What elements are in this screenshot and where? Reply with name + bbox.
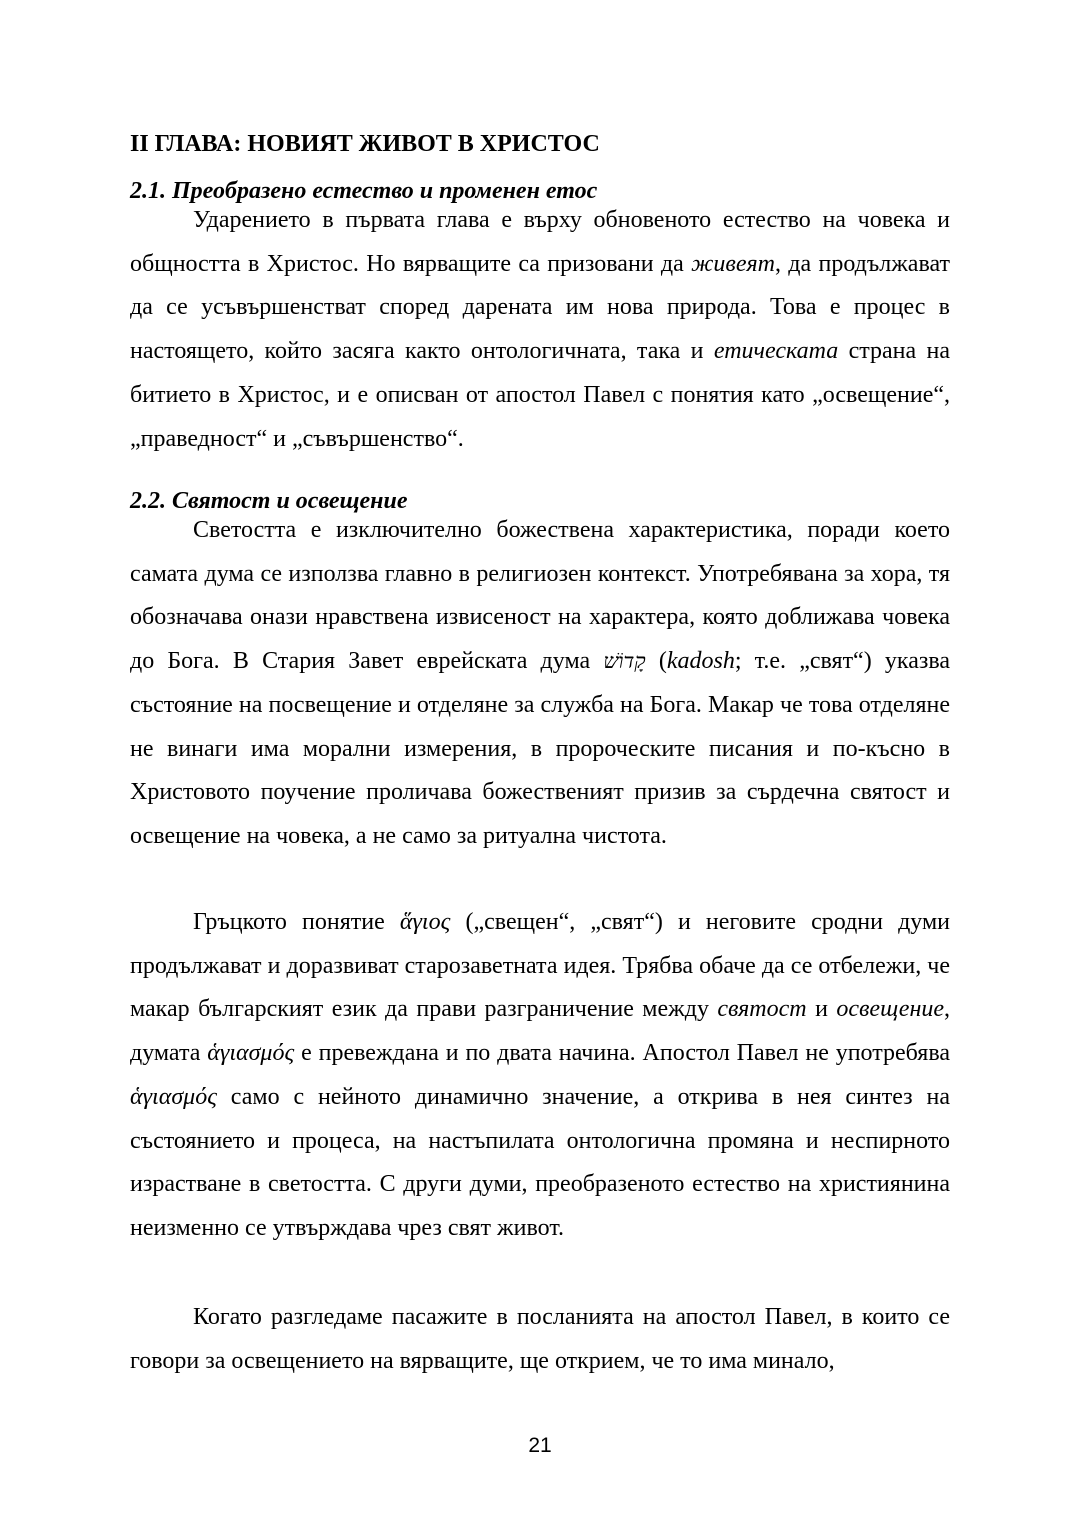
chapter-title: II ГЛАВА: НОВИЯТ ЖИВОТ В ХРИСТОС bbox=[130, 131, 600, 157]
paragraph bbox=[130, 509, 950, 859]
italic-term: kadosh bbox=[666, 648, 735, 675]
text-run: Светостта е изключително божествена характеристика, поради което самата дума се използва главно в религиозен контекст. Употребявана за хора, тя обозначава онази нравствена извисеност на характера, която доближава човека до Бога. В Стария Завет еврейската дума bbox=[130, 517, 950, 675]
text-run: Гръцкото понятие bbox=[193, 909, 400, 935]
italic-term: святост bbox=[717, 996, 807, 1023]
italic-term: етическата bbox=[713, 338, 839, 365]
paragraph bbox=[130, 199, 950, 461]
text-run: , да продължават да се усъвършенстват според дарената им нова природа. Това е процес в настоящето, който засяга както онтологичната, така и bbox=[130, 250, 950, 365]
paragraph bbox=[130, 1296, 950, 1383]
page-number: 21 bbox=[528, 1434, 552, 1457]
text-run: страна на битието в Христос, и е описван от апостол Павел с понятия като „освещение“, „праведност“ и „съвършенство“. bbox=[130, 338, 951, 452]
italic-term: ἁγιασμός bbox=[130, 1083, 217, 1110]
text-run: само с нейното динамично значение, а открива в нея синтез на състоянието и процеса, на настъпилата онтологична промяна и неспирното израстване в светостта. С други думи, преобразеното естество на християнина неизменно се утвърждава чрез свят живот. bbox=[130, 1083, 950, 1241]
text-run: е превеждана и по двата начина. Апостол Павел не употребява bbox=[294, 1040, 950, 1067]
text-run: („свещен“, „свят“) и неговите сродни думи продължават и доразвиват старозаветната идея. Трябва обаче да се отбележи, че макар българският език да прави разграничение между bbox=[130, 909, 951, 1023]
text-run: , думата bbox=[130, 996, 951, 1067]
section-heading-2-1: 2.1. Преобразено естество и променен етос bbox=[130, 178, 598, 204]
text-run: и bbox=[806, 996, 837, 1023]
text-run: ( bbox=[645, 648, 667, 675]
italic-term: ἅγιος bbox=[399, 909, 451, 935]
italic-term: живеят bbox=[691, 250, 775, 277]
text-run: Ударението в първата глава е върху обновеното естество на човека и общността в Христос. Но вярващите са призовани да bbox=[130, 207, 950, 277]
text-run: Когато разгледаме пасажите в посланията на апостол Павел, в които се говори за освещението на вярващите, ще открием, че то има минало, bbox=[130, 1304, 950, 1374]
paragraph bbox=[130, 901, 950, 1251]
hebrew-word: קָדוֹשׁ bbox=[603, 649, 646, 674]
section-heading-2-2: 2.2. Святост и освещение bbox=[130, 488, 408, 514]
italic-term: ἁγιασμός bbox=[207, 1040, 295, 1067]
text-run: ; т.е. „свят“) указва състояние на посвещение и отделяне за служба на Бога. Макар че това отделяне не винаги има морални измерения, в пророческите писания и по-късно в Христовото поучение проличава божественият призив за сърдечна святост и освещение на човека, а не само за ритуална чистота. bbox=[130, 648, 950, 849]
italic-term: освещение bbox=[836, 996, 945, 1023]
